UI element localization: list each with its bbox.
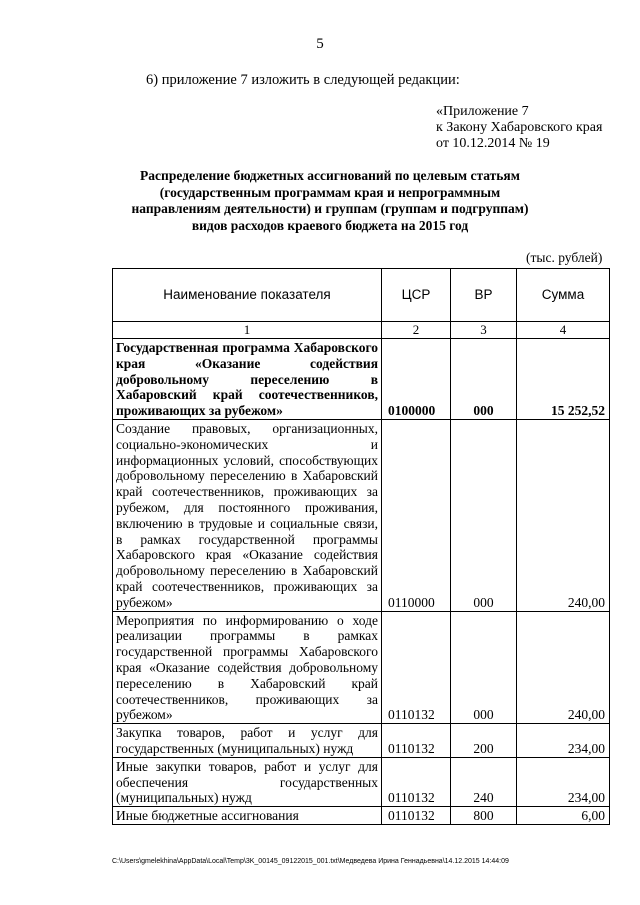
row-csr: 0110132 xyxy=(382,807,451,825)
table-header-row xyxy=(113,269,610,322)
row-name: Закупка товаров, работ и услуг для государственных (муниципальных) нужд xyxy=(113,724,382,758)
column-number: 2 xyxy=(382,322,451,339)
column-number: 4 xyxy=(517,322,610,339)
row-csr: 0110132 xyxy=(382,724,451,758)
row-sum: 240,00 xyxy=(517,419,610,611)
table-row xyxy=(113,807,610,825)
row-sum: 240,00 xyxy=(517,611,610,724)
row-vr: 000 xyxy=(451,419,517,611)
row-name: Иные закупки товаров, работ и услуг для обеспечения государственных (муниципальных) нужд xyxy=(113,757,382,806)
column-numbers-row xyxy=(113,322,610,339)
row-vr: 240 xyxy=(451,757,517,806)
row-sum: 234,00 xyxy=(517,757,610,806)
row-sum: 6,00 xyxy=(517,807,610,825)
row-name: Создание правовых, организационных, социально-экономических и информационных условий, способствующих добровольному переселению в Хабаровский край соотечественников, проживающих за рубежом, для постоянного проживания, включению в трудовые и социальные связи, в рамках государственной программы Хабаровского края «Оказание содействия добровольному переселению в Хабаровский край соотечественников, проживающих за рубежом» xyxy=(113,419,382,611)
row-vr: 800 xyxy=(451,807,517,825)
units-label: (тыс. рублей) xyxy=(526,250,603,265)
row-sum: 234,00 xyxy=(517,724,610,758)
row-vr: 000 xyxy=(451,339,517,420)
intro-text: 6) приложение 7 изложить в следующей редакции: xyxy=(146,72,460,88)
row-name: Мероприятия по информированию о ходе реализации программы в рамках государственной программы Хабаровского края «Оказание содействия добровольному переселению в Хабаровский край соотечественников, проживающих за рубежом» xyxy=(113,611,382,724)
appendix-reference xyxy=(436,104,602,152)
row-csr: 0110132 xyxy=(382,611,451,724)
row-csr: 0110132 xyxy=(382,757,451,806)
row-name: Иные бюджетные ассигнования xyxy=(113,807,382,825)
table-row xyxy=(113,724,610,758)
column-number: 3 xyxy=(451,322,517,339)
table-row xyxy=(113,757,610,806)
budget-table xyxy=(112,268,610,825)
header-sum: Сумма xyxy=(517,269,610,322)
appendix-line-2: к Закону Хабаровского края xyxy=(436,120,603,135)
table-row xyxy=(113,611,610,724)
row-name: Государственная программа Хабаровского края «Оказание содействия добровольному переселению в Хабаровский край соотечественников, проживающих за рубежом» xyxy=(113,339,382,420)
appendix-line-1: «Приложение 7 xyxy=(436,104,529,119)
table-row xyxy=(113,419,610,611)
row-csr: 0110000 xyxy=(382,419,451,611)
page-number: 5 xyxy=(316,36,324,52)
header-csr: ЦСР xyxy=(382,269,451,322)
row-sum: 15 252,52 xyxy=(517,339,610,420)
appendix-line-3: от 10.12.2014 № 19 xyxy=(436,136,550,151)
column-number: 1 xyxy=(113,322,382,339)
row-vr: 000 xyxy=(451,611,517,724)
row-vr: 200 xyxy=(451,724,517,758)
row-csr: 0100000 xyxy=(382,339,451,420)
header-name: Наименование показателя xyxy=(113,269,382,322)
document-heading: Распределение бюджетных ассигнований по целевым статьям (государственным программам края и непрограммным направлениям деятельности) и группам (группам и подгруппам) видов расходов краевого бюджета на 2015 год xyxy=(131,168,529,233)
file-path-footer: C:\Users\gmelekhina\AppData\Local\Temp\3K_00145_09122015_001.txt\Медведева Ирина Геннадьевна\14.12.2015 14:44:09 xyxy=(112,858,509,865)
table-row xyxy=(113,339,610,420)
header-vr: ВР xyxy=(451,269,517,322)
